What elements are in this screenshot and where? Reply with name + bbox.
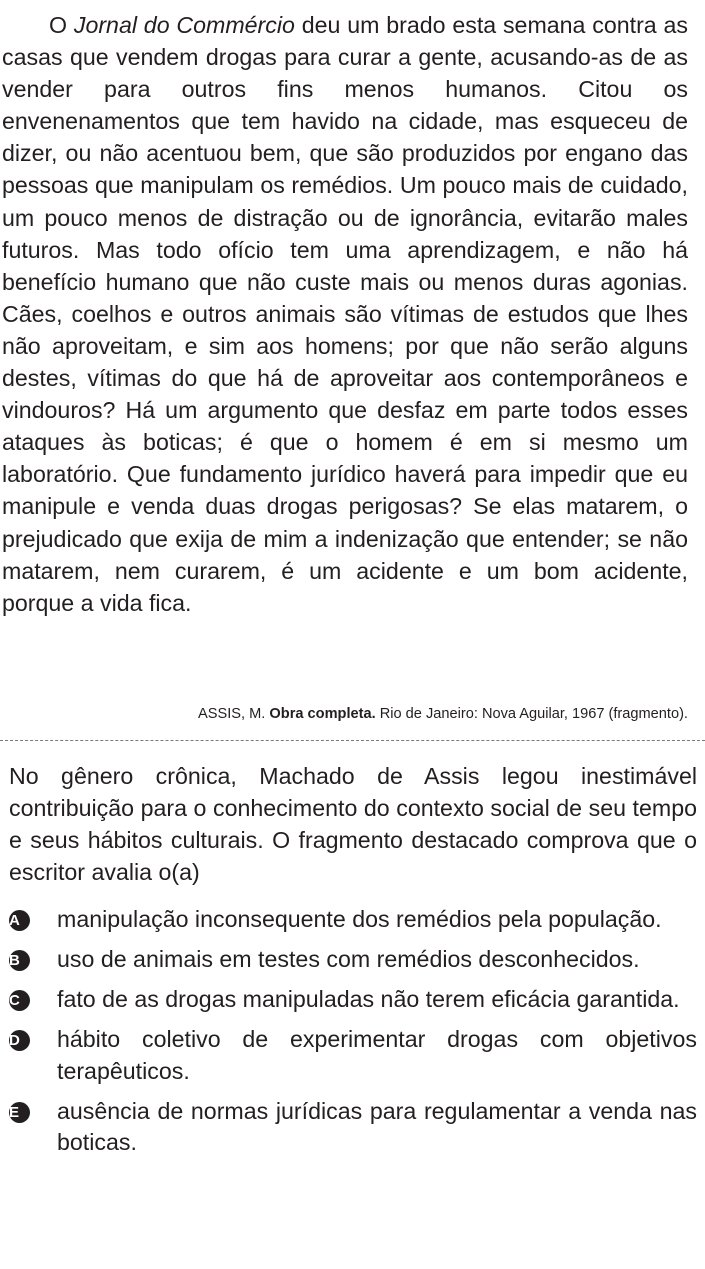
- option-d-letter-badge: D: [9, 1030, 30, 1051]
- source-details: Rio de Janeiro: Nova Aguilar, 1967 (fragmento).: [375, 706, 688, 722]
- question-stem: No gênero crônica, Machado de Assis legou inestimável contribuição para o conhecimento do contexto social de seu tempo e seus hábitos culturais. O fragmento destacado comprova que o escritor avalia o(a): [9, 763, 697, 885]
- option-a[interactable]: [9, 904, 697, 936]
- option-e-letter-badge: E: [9, 1102, 30, 1123]
- option-e-text: ausência de normas jurídicas para regulamentar a venda nas boticas.: [57, 1097, 697, 1155]
- option-b-letter-badge: B: [9, 950, 30, 971]
- option-c[interactable]: [9, 984, 697, 1016]
- passage-text: [2, 9, 688, 619]
- source-citation: [198, 705, 688, 723]
- option-c-text: fato de as drogas manipuladas não terem eficácia garantida.: [57, 986, 680, 1012]
- source-work: Obra completa.: [269, 706, 376, 722]
- option-b-text: uso de animais em testes com remédios desconhecidos.: [57, 946, 640, 972]
- option-a-text: manipulação inconsequente dos remédios pela população.: [57, 906, 662, 932]
- source-author: ASSIS, M.: [198, 706, 270, 722]
- passage-part-2: deu um brado esta semana contra as casas que vendem drogas para curar a gente, acusando-as de as vender para outros fins menos humanos. Citou os envenenamentos que tem havido na cidade, mas esqueceu de dizer, ou não acentuou bem, que são produzidos por engano das pessoas que manipulam os remédios. Um pouco mais de cuidado, um pouco menos de distração ou de ignorância, evitarão males futuros. Mas todo ofício tem uma aprendizagem, e não há benefício humano que não custe mais ou menos duras agonias. Cães, coelhos e outros animais são vítimas de estudos que lhes não aproveitam, e sim aos homens; por que não serão alguns destes, vítimas do que há de aproveitar aos contemporâneos e vindouros? Há um argumento que desfaz em parte todos esses ataques às boticas; é que o homem é em si mesmo um laboratório. Que fundamento jurídico haverá para impedir que eu manipule e venda duas drogas perigosas? Se elas matarem, o prejudicado que exija de mim a indenização que entender; se não matarem, nem curarem, é um acidente e um bom acidente, porque a vida fica.: [2, 12, 688, 616]
- option-d-text: hábito coletivo de experimentar drogas com objetivos terapêuticos.: [57, 1026, 697, 1084]
- passage-part-1: O: [49, 12, 74, 38]
- option-b[interactable]: [9, 944, 697, 976]
- option-e[interactable]: [9, 1096, 697, 1159]
- newspaper-name: Jornal do Commércio: [73, 12, 295, 38]
- option-d[interactable]: [9, 1024, 697, 1087]
- dashed-divider: [0, 740, 705, 741]
- option-a-letter-badge: A: [9, 910, 30, 931]
- option-c-letter-badge: C: [9, 990, 30, 1011]
- answer-options: [9, 904, 697, 1167]
